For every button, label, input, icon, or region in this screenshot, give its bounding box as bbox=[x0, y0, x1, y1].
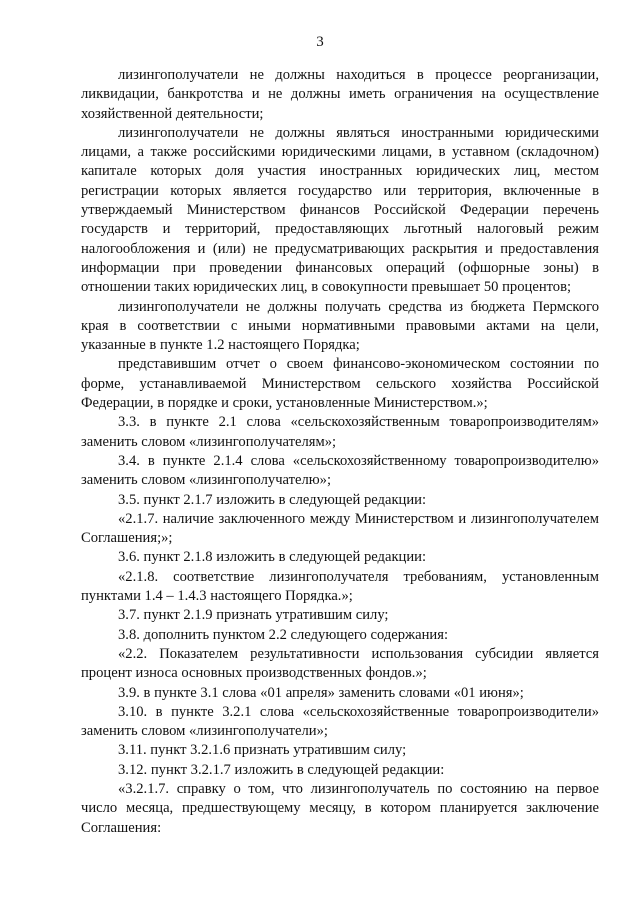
paragraph: 3.10. в пункте 3.2.1 слова «сельскохозяйственные товаропроизводители» заменить словом «лизингополучатели»; bbox=[81, 703, 599, 740]
document-body bbox=[81, 66, 599, 838]
paragraph: 3.11. пункт 3.2.1.6 признать утратившим силу; bbox=[118, 742, 407, 759]
paragraph: «3.2.1.7. справку о том, что лизингополучатель по состоянию на первое число месяца, предшествующему месяцу, в котором планируется заключение Соглашения: bbox=[81, 780, 599, 836]
paragraph: 3.12. пункт 3.2.1.7 изложить в следующей редакции: bbox=[118, 761, 445, 778]
page-number: 3 bbox=[316, 34, 324, 50]
paragraph: лизингополучатели не должны являться иностранными юридическими лицами, а также российскими юридическими лицами, в уставном (складочном) капитале которых доля участия иностранных юридических лиц, местом регистрации которых является государство или территория, включенные в утверждаемый Министерством финансов Российской Федерации перечень государств и территорий, предоставляющих льготный налоговый режим налогообложения и (или) не предусматривающих раскрытия и предоставления информации при проведении финансовых операций (офшорные зоны) в отношении таких юридических лиц, в совокупности превышает 50 процентов; bbox=[81, 124, 599, 296]
paragraph: лизингополучатели не должны находиться в процессе реорганизации, ликвидации, банкротства и не должны иметь ограничения на осуществление хозяйственной деятельности; bbox=[81, 67, 599, 122]
paragraph: 3.4. в пункте 2.1.4 слова «сельскохозяйственному товаропроизводителю» заменить словом «лизингополучателю»; bbox=[81, 452, 599, 489]
paragraph: «2.1.8. соответствие лизингополучателя требованиям, установленным пунктами 1.4 – 1.4.3 настоящего Порядка.»; bbox=[81, 568, 599, 605]
paragraph: 3.8. дополнить пунктом 2.2 следующего содержания: bbox=[118, 626, 449, 643]
paragraph: 3.5. пункт 2.1.7 изложить в следующей редакции: bbox=[118, 491, 427, 508]
paragraph: лизингополучатели не должны получать средства из бюджета Пермского края в соответствии с иными нормативными правовыми актами на цели, указанные в пункте 1.2 настоящего Порядка; bbox=[81, 298, 599, 354]
paragraph: представившим отчет о своем финансово-экономическом состоянии по форме, устанавливаемой Министерством сельского хозяйства Российской Федерации, в порядке и сроки, установленные Министерством.»; bbox=[81, 356, 599, 412]
paragraph: 3.9. в пункте 3.1 слова «01 апреля» заменить словами «01 июня»; bbox=[118, 684, 524, 701]
paragraph: «2.2. Показателем результативности использования субсидии является процент износа основных производственных фондов.»; bbox=[81, 645, 599, 682]
paragraph: 3.6. пункт 2.1.8 изложить в следующей редакции: bbox=[118, 549, 427, 566]
paragraph: «2.1.7. наличие заключенного между Министерством и лизингополучателем Соглашения;»; bbox=[81, 510, 599, 547]
paragraph: 3.3. в пункте 2.1 слова «сельскохозяйственным товаропроизводителям» заменить словом «лизингополучателям»; bbox=[81, 414, 599, 450]
paragraph: 3.7. пункт 2.1.9 признать утратившим силу; bbox=[118, 607, 389, 624]
